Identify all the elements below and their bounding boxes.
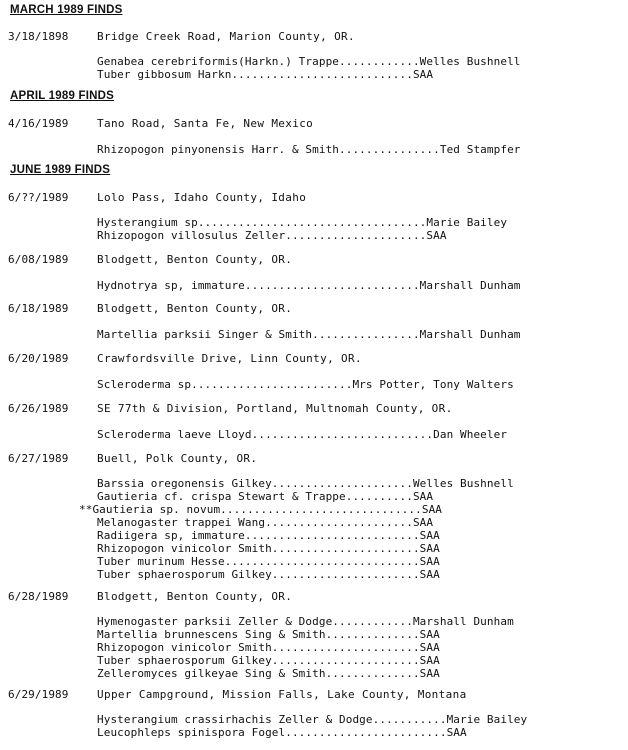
species-line: Tuber gibbosum Harkn...........................SAA — [97, 68, 434, 81]
species-line: Tuber sphaerosporum Gilkey......................SAA — [97, 654, 440, 667]
entry-location: Lolo Pass, Idaho County, Idaho — [97, 191, 307, 204]
section-heading-april: APRIL 1989 FINDS — [10, 90, 114, 102]
entry-date: 4/16/1989 — [8, 117, 69, 130]
species-line: Genabea cerebriformis(Harkn.) Trappe............Welles Bushnell — [97, 55, 521, 68]
species-line: Martellia parksii Singer & Smith................Marshall Dunham — [97, 328, 521, 341]
entry-date: 6/18/1989 — [8, 302, 69, 315]
entry-location: Crawfordsville Drive, Linn County, OR. — [97, 352, 362, 365]
species-line: Rhizopogon vinicolor Smith......................SAA — [97, 641, 440, 654]
species-line: Tuber sphaerosporum Gilkey......................SAA — [97, 568, 440, 581]
entry-date: 6/20/1989 — [8, 352, 69, 365]
entry-location: Upper Campground, Mission Falls, Lake County, Montana — [97, 688, 467, 701]
species-line: Radiigera sp, immature..........................SAA — [97, 529, 440, 542]
entry-location: Blodgett, Benton County, OR. — [97, 302, 293, 315]
entry-date: 6/08/1989 — [8, 253, 69, 266]
species-line: Barssia oregonensis Gilkey.....................Welles Bushnell — [97, 477, 514, 490]
entry-location: Bridge Creek Road, Marion County, OR. — [97, 30, 355, 43]
species-line: Gautieria cf. crispa Stewart & Trappe..........SAA — [97, 490, 434, 503]
species-line: Rhizopogon villosulus Zeller.....................SAA — [97, 229, 447, 242]
entry-date: 3/18/1898 — [8, 30, 69, 43]
species-line: Hysterangium crassirhachis Zeller & Dodge...........Marie Bailey — [97, 713, 528, 726]
entry-date: 6/28/1989 — [8, 590, 69, 603]
species-line: Hymenogaster parksii Zeller & Dodge............Marshall Dunham — [97, 615, 514, 628]
section-heading-june: JUNE 1989 FINDS — [10, 164, 111, 176]
species-line: Scleroderma sp........................Mrs Potter, Tony Walters — [97, 378, 514, 391]
entry-location: Blodgett, Benton County, OR. — [97, 590, 293, 603]
entry-location: Blodgett, Benton County, OR. — [97, 253, 293, 266]
species-line: Scleroderma laeve Lloyd...........................Dan Wheeler — [97, 428, 508, 441]
entry-location: Buell, Polk County, OR. — [97, 452, 258, 465]
species-line: Hysterangium sp..................................Marie Bailey — [97, 216, 508, 229]
entry-date: 6/29/1989 — [8, 688, 69, 701]
species-line-new-species: **Gautieria sp. novum..............................SAA — [79, 503, 443, 516]
species-line: Rhizopogon pinyonensis Harr. & Smith...............Ted Stampfer — [97, 143, 521, 156]
species-line: Hydnotrya sp, immature..........................Marshall Dunham — [97, 279, 521, 292]
species-line: Leucophleps spinispora Fogel........................SAA — [97, 726, 467, 739]
entry-date: 6/27/1989 — [8, 452, 69, 465]
species-line: Melanogaster trappei Wang......................SAA — [97, 516, 434, 529]
species-line: Martellia brunnescens Sing & Smith..............SAA — [97, 628, 440, 641]
entry-location: Tano Road, Santa Fe, New Mexico — [97, 117, 314, 130]
section-heading-march: MARCH 1989 FINDS — [10, 4, 123, 16]
entry-date: 6/??/1989 — [8, 191, 69, 204]
species-line: Tuber murinum Hesse.............................SAA — [97, 555, 440, 568]
entry-date: 6/26/1989 — [8, 402, 69, 415]
entry-location: SE 77th & Division, Portland, Multnomah County, OR. — [97, 402, 453, 415]
species-line: Zelleromyces gilkeyae Sing & Smith..............SAA — [97, 667, 440, 680]
species-line: Rhizopogon vinicolor Smith......................SAA — [97, 542, 440, 555]
